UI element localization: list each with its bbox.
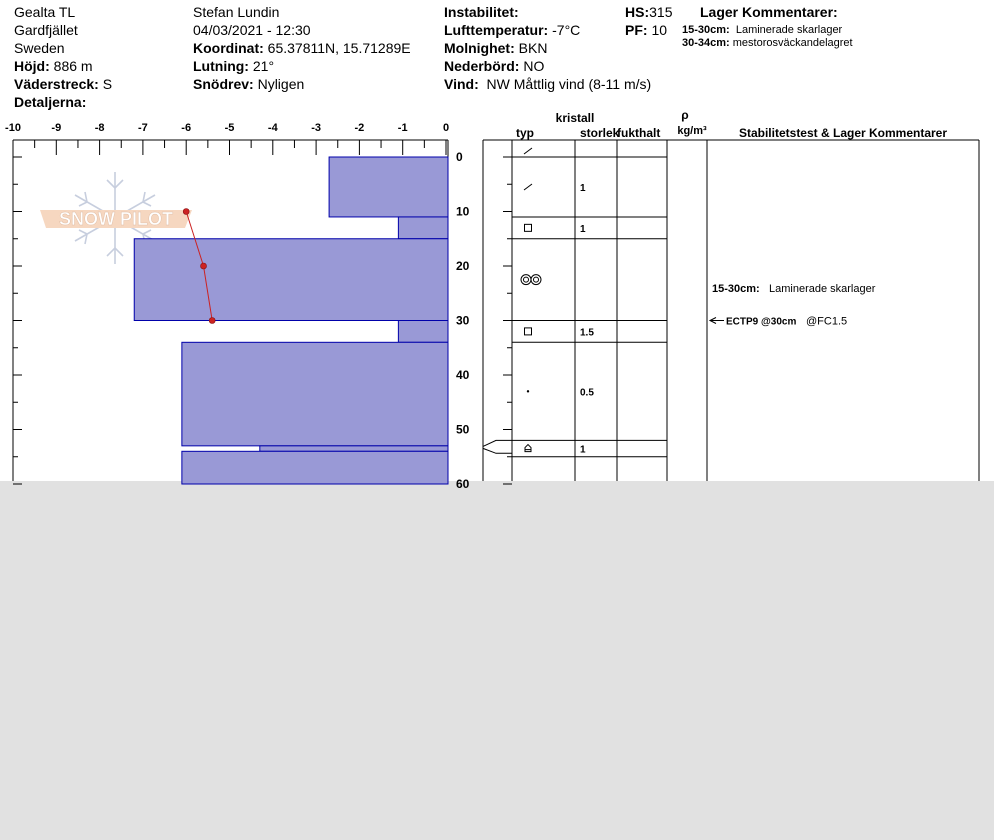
x-tick-label: -4 [267,122,278,134]
x-tick-label: -6 [181,122,192,134]
slope-label: Lutning: [193,58,249,74]
y-tick-label: 0 [456,150,463,164]
crystal-size: 1 [580,223,586,235]
faceted-crystals-icon [525,224,532,231]
precipitation-label: Nederbörd: [444,58,520,74]
layer-table-frame [483,140,979,481]
elevation-label: Höjd: [14,58,50,74]
temperature-point [201,263,207,269]
elevation-value: 886 m [53,58,93,74]
melt-freeze-icon [534,277,539,282]
wind-value: NW Måttlig vind (8-11 m/s) [486,76,652,92]
aspect-label: Väderstreck: [14,76,99,92]
y-tick-label: 20 [456,259,470,273]
rounded-grains-icon [527,390,529,392]
y-tick-label: 60 [456,477,470,491]
header-stability: Stabilitetstest & Lager Kommentarer [738,126,948,140]
layer-comment-1-depth: 15-30cm: [682,24,730,36]
coordinate-label: Koordinat: [193,40,264,56]
pf-label: PF: [625,22,648,38]
row-connector [483,448,512,453]
row-connector [483,440,512,446]
snowdrift-value: Nyligen [257,76,305,92]
x-tick-label: -5 [224,122,235,134]
slope-value: 21° [252,58,275,74]
hardness-bar [134,239,448,321]
hs-value: 315 [649,4,673,20]
pf-value: 10 [651,22,668,38]
layer-comment-2-depth: 30-34cm: [682,37,730,49]
header-density-unit: kg/m³ [677,125,707,137]
x-tick-label: -7 [138,122,148,134]
hs-label: HS: [625,4,650,20]
layer-comment-1-text: Laminerade skarlager [735,24,843,36]
header-type: typ [516,126,534,140]
header-crystal: kristall [555,111,595,125]
country: Sweden [14,40,65,56]
hardness-bar [260,446,448,451]
hardness-bar [398,321,448,343]
y-tick-label: 50 [456,422,470,437]
crystal-size: 0.5 [580,387,594,399]
x-tick-label: -1 [397,122,408,134]
datetime: 04/03/2021 - 12:30 [193,22,311,38]
x-tick-label: -8 [94,122,105,134]
hardness-bars [134,157,448,484]
crystal-size: 1.5 [580,327,594,339]
y-tick-label: 10 [456,204,470,219]
depth-hoar-icon [525,445,531,452]
observer: Stefan Lundin [193,4,280,20]
cloud-cover-value: BKN [518,40,548,56]
aspect-value: S [102,76,113,92]
layer-comment-text: Laminerade skarlager [769,282,876,295]
layer-comments-label: Lager Kommentarer: [700,4,838,20]
air-temperature-label: Lufttemperatur: [444,22,549,38]
crystal-size: 1 [580,444,586,456]
stability-test-result: @FC1.5 [806,315,848,328]
x-axis-ticks [5,122,449,155]
decomposing-fragments-icon [524,148,532,154]
area: Gardfjället [14,22,78,38]
melt-freeze-icon [531,275,541,285]
hardness-bar [398,217,448,239]
temperature-point [183,209,189,215]
hardness-bar [182,451,448,484]
crystal-size: 1 [580,182,586,194]
air-temperature-value: -7°C [552,22,581,38]
stability-comments [710,283,876,328]
melt-freeze-icon [524,277,529,282]
melt-freeze-icon [521,275,531,285]
x-tick-label: 0 [442,122,450,134]
x-tick-label: -2 [354,122,365,134]
header-size: storlek [580,126,620,140]
coordinate-value: 65.37811N, 15.71289E [267,40,411,56]
header-rho: ρ [681,108,689,122]
cloud-cover-label: Molnighet: [444,40,515,56]
precipitation-value: NO [523,58,545,74]
watermark-text: SNOW PILOT [59,209,173,229]
hardness-bar [329,157,448,217]
hardness-bar [182,342,448,446]
stability-test-code: ECTP9 @30cm [726,316,797,328]
instability-label: Instabilitet: [444,4,519,20]
faceted-crystals-icon [525,328,532,335]
x-tick-label: -3 [311,122,321,134]
x-tick-label: -9 [51,122,62,134]
wind-label: Vind: [444,76,479,92]
layer-comment-depth: 15-30cm: [712,282,760,295]
layer-comment-2-text: mestorosväckandelagret [732,37,853,49]
x-tick-label: -10 [5,122,21,134]
details-label: Detaljerna: [14,94,87,110]
header-moisture: fukthalt [617,126,661,140]
y-tick-label: 30 [456,313,470,328]
decomposing-fragments-icon [524,184,532,190]
temperature-point [209,318,215,324]
snowdrift-label: Snödrev: [193,76,254,92]
location: Gealta TL [14,4,76,20]
y-tick-label: 40 [456,368,470,382]
